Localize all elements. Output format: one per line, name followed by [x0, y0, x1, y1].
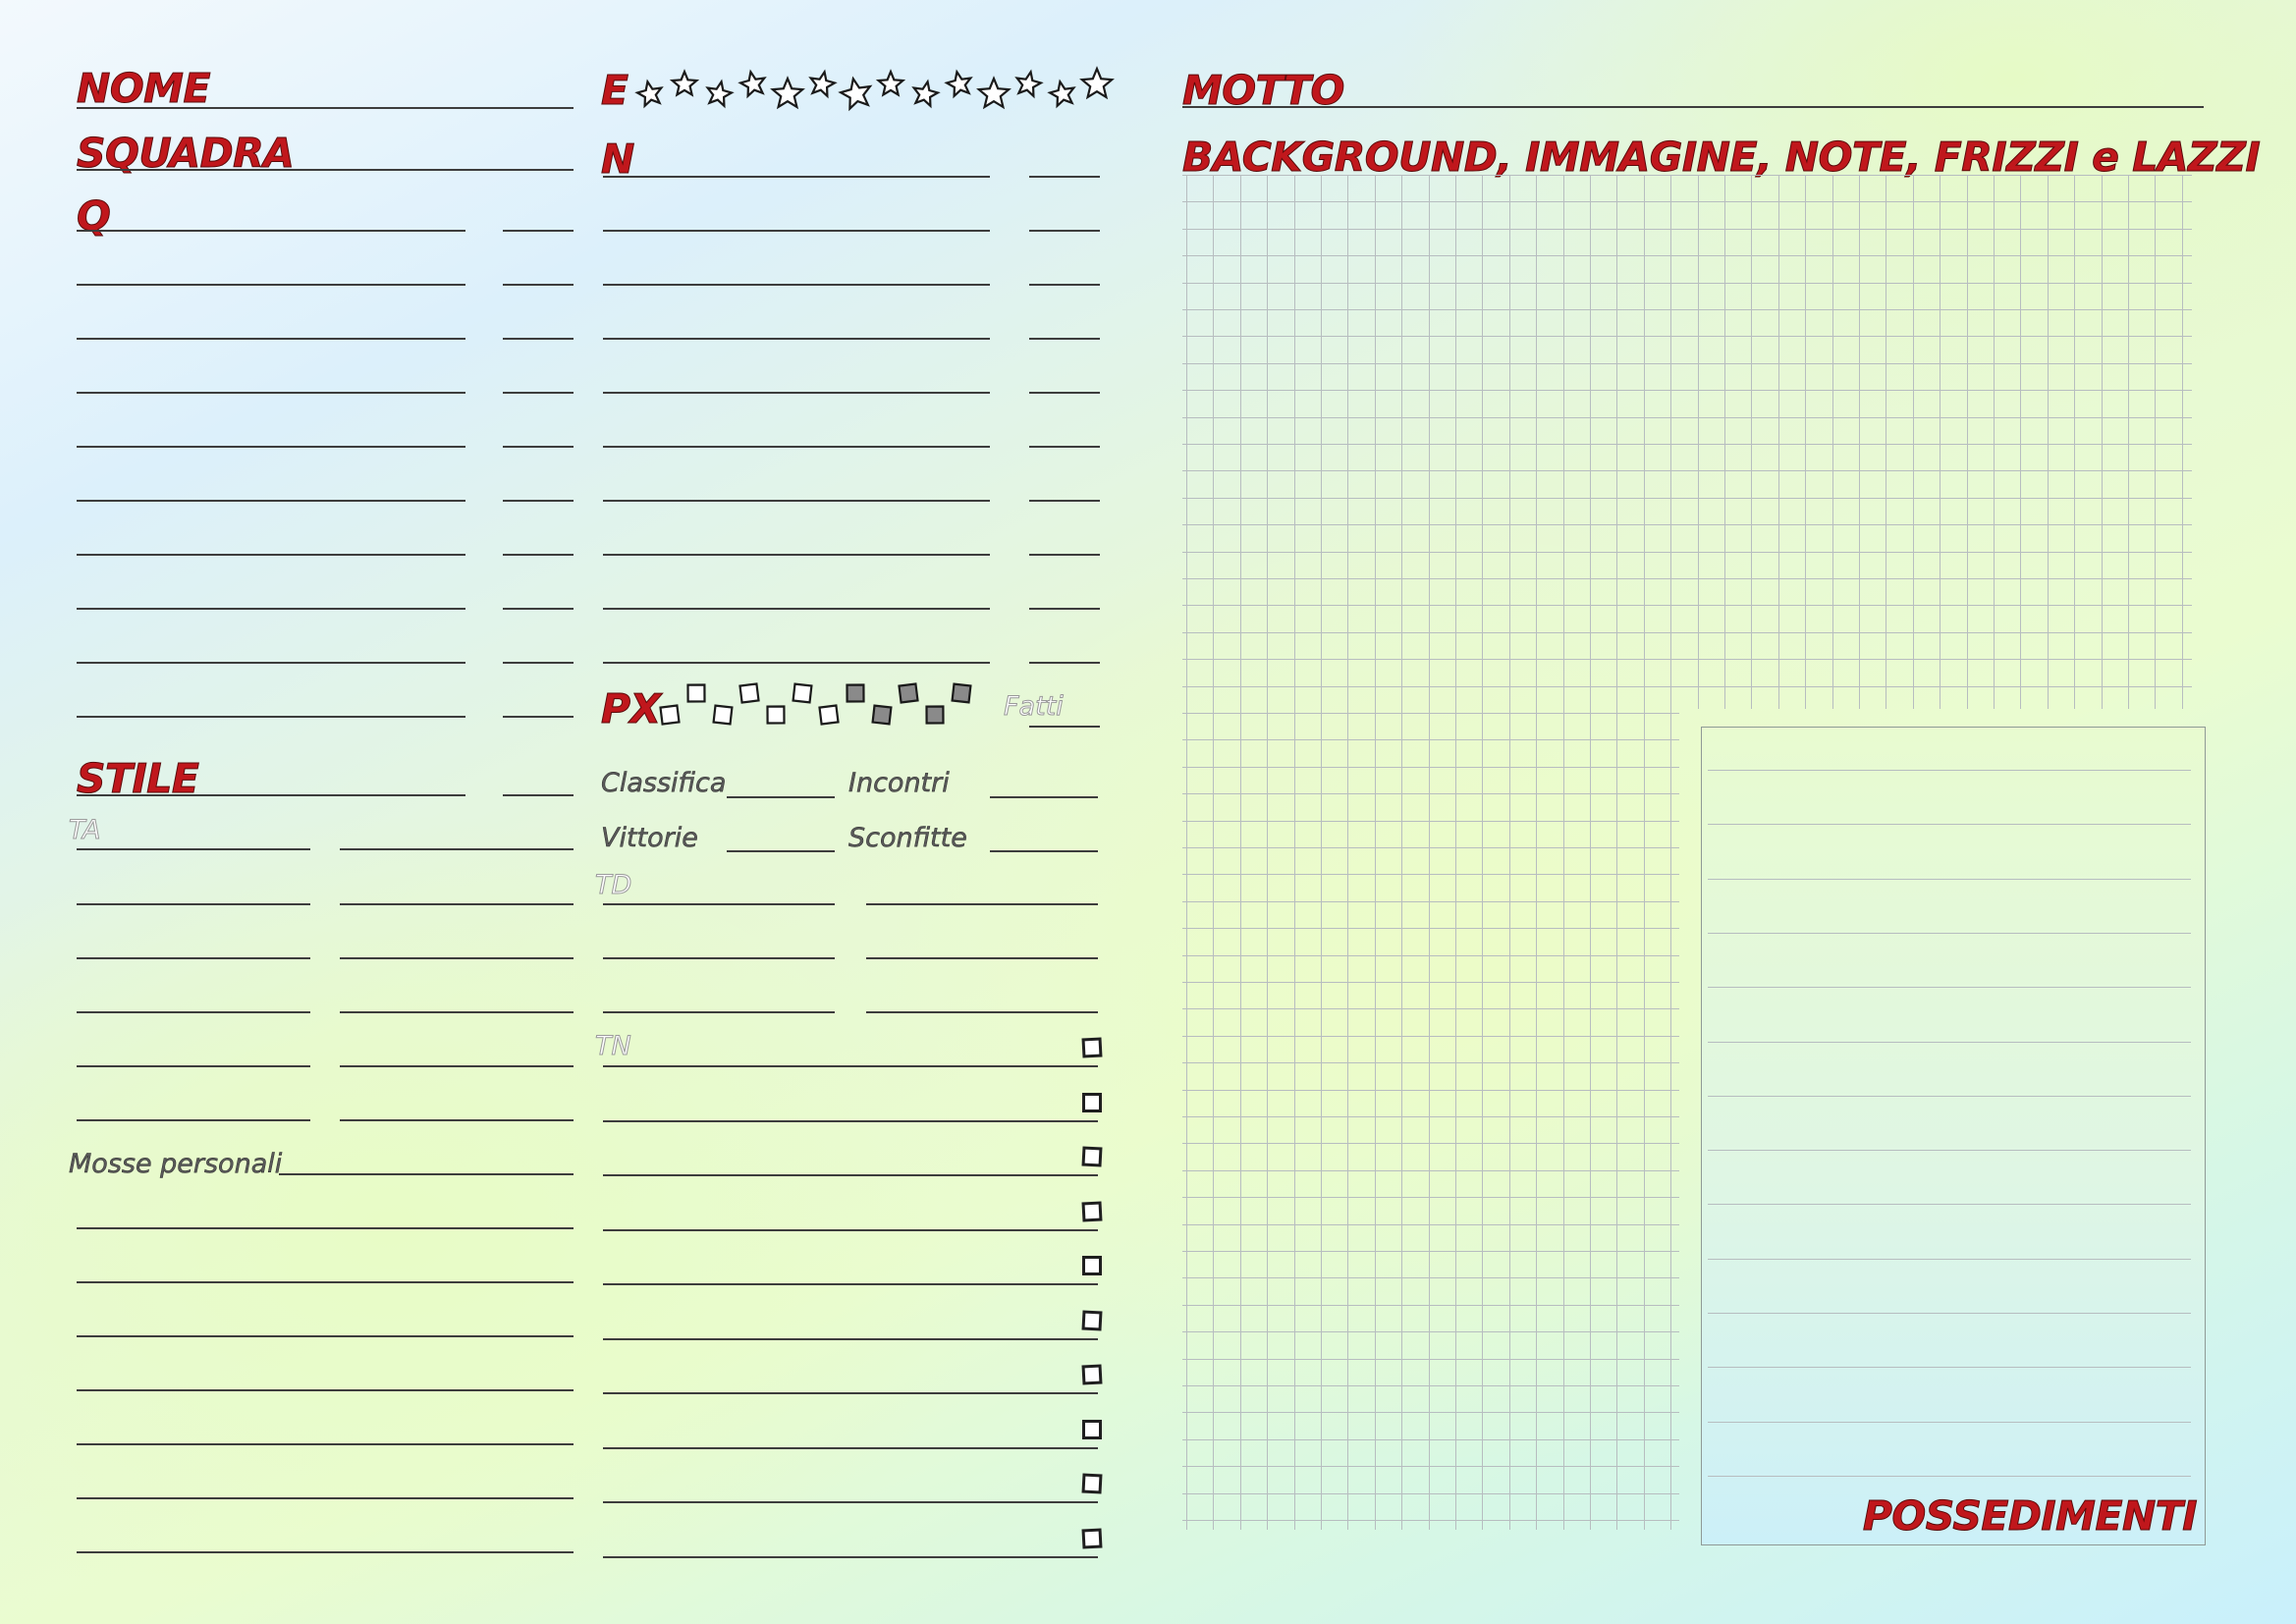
grid-row-line: [1182, 901, 1679, 902]
grid-row-line: [1182, 847, 1679, 848]
n-value-field[interactable]: [1029, 554, 1100, 556]
motto-label: MOTTO: [1182, 67, 1344, 114]
td-label: TD: [595, 870, 632, 900]
possedimenti-line[interactable]: [1708, 1150, 2191, 1151]
grid-row-line: [1182, 524, 2192, 525]
q-field[interactable]: [77, 446, 465, 448]
q-value-field[interactable]: [503, 608, 574, 610]
possedimenti-line[interactable]: [1708, 1042, 2191, 1043]
grid-column-line: [1994, 175, 1995, 709]
n-field[interactable]: [603, 230, 990, 232]
e-star-mark[interactable]: [1082, 69, 1112, 97]
mosse-personali-field[interactable]: [77, 1551, 574, 1553]
grid-row-line: [1182, 1520, 1679, 1521]
grid-column-line: [2182, 175, 2183, 709]
n-field[interactable]: [603, 338, 990, 340]
e-star-mark[interactable]: [637, 81, 661, 106]
px-box-mark[interactable]: [768, 707, 785, 724]
grid-row-line: [1182, 1277, 1679, 1278]
grid-column-line: [1832, 175, 1833, 709]
grid-row-line: [1182, 1116, 1679, 1117]
grid-column-line: [2155, 175, 2156, 709]
grid-row-line: [1182, 1305, 1679, 1306]
grid-row-line: [1182, 982, 1679, 983]
n-value-field[interactable]: [1029, 392, 1100, 394]
tn-checkbox[interactable]: [1082, 1093, 1102, 1112]
ta-field[interactable]: [77, 1011, 310, 1013]
td-field[interactable]: [866, 903, 1098, 905]
possedimenti-panel[interactable]: [1701, 727, 2206, 1545]
q-value-field[interactable]: [503, 662, 574, 664]
grid-row-line: [1182, 928, 1679, 929]
grid-row-line: [1182, 578, 2192, 579]
tn-field[interactable]: [603, 1065, 1098, 1067]
grid-row-line: [1182, 632, 2192, 633]
vittorie-label: Vittorie: [601, 823, 698, 853]
px-box-mark[interactable]: [714, 706, 733, 725]
grid-row-line: [1182, 1197, 1679, 1198]
classifica-label: Classifica: [601, 768, 727, 798]
vittorie-field[interactable]: [727, 850, 835, 852]
n-field[interactable]: [603, 392, 990, 394]
grid-column-line: [1913, 175, 1914, 709]
background-notes-label: BACKGROUND, IMMAGINE, NOTE, FRIZZI e LAZZI: [1182, 134, 2261, 181]
classifica-field[interactable]: [727, 796, 835, 798]
grid-column-line: [1859, 175, 1860, 709]
e-star-track: [632, 61, 1123, 120]
incontri-label: Incontri: [848, 768, 950, 798]
grid-column-line: [2128, 175, 2129, 709]
e-star-mark[interactable]: [773, 79, 802, 107]
mosse-personali-field[interactable]: [77, 1335, 574, 1337]
td-field[interactable]: [866, 1011, 1098, 1013]
grid-row-line: [1182, 552, 2192, 553]
possedimenti-line[interactable]: [1708, 1096, 2191, 1097]
grid-column-line: [1321, 175, 1322, 1530]
e-label: E: [601, 67, 629, 114]
grid-column-line: [2020, 175, 2021, 709]
tn-field[interactable]: [603, 1501, 1098, 1503]
e-star-mark[interactable]: [1050, 81, 1073, 106]
grid-row-line: [1182, 1036, 1679, 1037]
incontri-field[interactable]: [990, 796, 1098, 798]
grid-column-line: [1213, 175, 1214, 1530]
stile-label: STILE: [77, 755, 199, 802]
tn-field[interactable]: [603, 1556, 1098, 1558]
mosse-personali-field[interactable]: [77, 1227, 574, 1229]
grid-column-line: [1347, 175, 1348, 1530]
grid-column-line: [1482, 175, 1483, 1530]
tn-field[interactable]: [603, 1120, 1098, 1122]
grid-column-line: [1429, 175, 1430, 1530]
grid-row-line: [1182, 1331, 1679, 1332]
n-value-field[interactable]: [1029, 500, 1100, 502]
tn-checkbox[interactable]: [1081, 1310, 1102, 1330]
q-field[interactable]: [77, 284, 465, 286]
ta-field[interactable]: [77, 903, 310, 905]
n-field[interactable]: [603, 446, 990, 448]
tn-field[interactable]: [603, 1229, 1098, 1231]
mosse-personali-field[interactable]: [279, 1173, 574, 1175]
td-field[interactable]: [603, 1011, 835, 1013]
td-field[interactable]: [866, 957, 1098, 959]
n-field[interactable]: [603, 662, 990, 664]
grid-row-line: [1182, 1224, 1679, 1225]
grid-row-line: [1182, 605, 2192, 606]
q-value-field[interactable]: [503, 446, 574, 448]
q-field[interactable]: [77, 500, 465, 502]
n-field[interactable]: [603, 554, 990, 556]
tn-field[interactable]: [603, 1283, 1098, 1285]
grid-row-line: [1182, 767, 1679, 768]
grid-column-line: [1186, 175, 1187, 1530]
grid-row-line: [1182, 793, 1679, 794]
grid-column-line: [1455, 175, 1456, 1530]
possedimenti-line[interactable]: [1708, 987, 2191, 988]
tn-checkbox[interactable]: [1081, 1201, 1102, 1221]
grid-row-line: [1182, 175, 2192, 176]
grid-column-line: [2048, 175, 2049, 709]
q-field[interactable]: [77, 392, 465, 394]
tn-field[interactable]: [603, 1447, 1098, 1449]
q-field[interactable]: [77, 716, 465, 718]
grid-column-line: [1698, 175, 1699, 709]
ta-label: TA: [69, 815, 101, 845]
grid-row-line: [1182, 1385, 1679, 1386]
n-field[interactable]: [603, 284, 990, 286]
e-star-mark[interactable]: [979, 79, 1009, 107]
possedimenti-line[interactable]: [1708, 933, 2191, 934]
mosse-personali-field[interactable]: [77, 1497, 574, 1499]
grid-row-line: [1182, 821, 1679, 822]
mosse-personali-field[interactable]: [77, 1281, 574, 1283]
grid-column-line: [1294, 175, 1295, 1530]
e-star-mark[interactable]: [740, 72, 764, 96]
grid-column-line: [1375, 175, 1376, 1530]
ta-field[interactable]: [340, 1011, 574, 1013]
px-box-mark[interactable]: [688, 685, 705, 702]
n-value-field[interactable]: [1029, 338, 1100, 340]
grid-row-line: [1182, 1143, 1679, 1144]
n-label: N: [601, 135, 634, 183]
grid-column-line: [1240, 175, 1241, 1530]
grid-row-line: [1182, 390, 2192, 391]
n-value-field[interactable]: [1029, 284, 1100, 286]
grid-row-line: [1182, 659, 2192, 660]
possedimenti-line[interactable]: [1708, 1259, 2191, 1260]
grid-row-line: [1182, 417, 2192, 418]
grid-row-line: [1182, 1062, 1679, 1063]
grid-column-line: [1401, 175, 1402, 1530]
e-star-mark[interactable]: [914, 81, 938, 106]
tn-field[interactable]: [603, 1174, 1098, 1176]
grid-row-line: [1182, 1412, 1679, 1413]
ta-field[interactable]: [77, 1119, 310, 1121]
ta-field[interactable]: [340, 1065, 574, 1067]
tn-checkbox[interactable]: [1081, 1528, 1102, 1548]
grid-column-line: [1751, 175, 1752, 709]
nome-label: NOME: [77, 65, 210, 112]
motto-field[interactable]: [1182, 106, 2204, 108]
grid-row-line: [1182, 470, 2192, 471]
grid-column-line: [2074, 175, 2075, 709]
fatti-label: Fatti: [1004, 691, 1064, 722]
q-value-field[interactable]: [503, 230, 574, 232]
q-value-field[interactable]: [503, 392, 574, 394]
q-value-field[interactable]: [503, 554, 574, 556]
ta-field[interactable]: [340, 957, 574, 959]
fatti-field[interactable]: [1029, 726, 1100, 728]
grid-row-line: [1182, 309, 2192, 310]
tn-checkbox[interactable]: [1081, 1037, 1102, 1057]
stile-field[interactable]: [77, 794, 465, 796]
squadra-label: SQUADRA: [77, 130, 295, 177]
tn-label: TN: [595, 1031, 631, 1061]
q-field[interactable]: [77, 338, 465, 340]
grid-column-line: [1670, 175, 1671, 1530]
grid-column-line: [1940, 175, 1941, 709]
e-star-mark[interactable]: [879, 72, 903, 95]
px-box-mark[interactable]: [793, 684, 812, 703]
grid-column-line: [1967, 175, 1968, 709]
grid-column-line: [1267, 175, 1268, 1530]
px-box-mark[interactable]: [900, 684, 918, 703]
possedimenti-line[interactable]: [1708, 1476, 2191, 1477]
grid-row-line: [1182, 201, 2192, 202]
e-star-mark[interactable]: [708, 81, 732, 106]
grid-row-line: [1182, 1090, 1679, 1091]
grid-row-line: [1182, 1466, 1679, 1467]
grid-row-line: [1182, 1170, 1679, 1171]
e-star-mark[interactable]: [811, 72, 835, 96]
grid-row-line: [1182, 874, 1679, 875]
stile-value-field[interactable]: [503, 794, 574, 796]
tn-checkbox[interactable]: [1081, 1364, 1102, 1384]
n-value-field[interactable]: [1029, 662, 1100, 664]
ta-field[interactable]: [77, 957, 310, 959]
mosse-personali-field[interactable]: [77, 1389, 574, 1391]
q-field[interactable]: [77, 608, 465, 610]
e-star-mark[interactable]: [1017, 72, 1041, 96]
possedimenti-line[interactable]: [1708, 879, 2191, 880]
grid-row-line: [1182, 1359, 1679, 1360]
grid-column-line: [1644, 175, 1645, 1530]
grid-column-line: [1616, 175, 1617, 1530]
grid-row-line: [1182, 955, 1679, 956]
px-box-mark[interactable]: [953, 684, 971, 703]
squadra-field[interactable]: [77, 169, 574, 171]
nome-field[interactable]: [77, 107, 574, 109]
sconfitte-field[interactable]: [990, 850, 1098, 852]
mosse-personali-label: Mosse personali: [69, 1149, 283, 1179]
grid-row-line: [1182, 336, 2192, 337]
ta-field[interactable]: [340, 848, 574, 850]
grid-column-line: [1536, 175, 1537, 1530]
e-star-mark[interactable]: [841, 79, 870, 108]
grid-row-line: [1182, 713, 1679, 714]
e-star-mark[interactable]: [947, 72, 970, 96]
grid-row-line: [1182, 686, 2192, 687]
ta-field[interactable]: [77, 848, 310, 850]
possedimenti-line[interactable]: [1708, 824, 2191, 825]
ta-field[interactable]: [340, 903, 574, 905]
grid-row-line: [1182, 739, 1679, 740]
q-value-field[interactable]: [503, 338, 574, 340]
grid-column-line: [1509, 175, 1510, 1530]
grid-column-line: [1724, 175, 1725, 709]
grid-row-line: [1182, 498, 2192, 499]
grid-column-line: [1778, 175, 1779, 709]
q-value-field[interactable]: [503, 500, 574, 502]
q-label: Q: [77, 192, 111, 240]
possedimenti-label: POSSEDIMENTI: [1862, 1492, 2197, 1540]
td-field[interactable]: [603, 903, 835, 905]
tn-field[interactable]: [603, 1338, 1098, 1340]
px-box-mark[interactable]: [661, 706, 680, 725]
grid-column-line: [1563, 175, 1564, 1530]
n-field[interactable]: [603, 608, 990, 610]
grid-row-line: [1182, 444, 2192, 445]
grid-row-line: [1182, 363, 2192, 364]
px-box-mark[interactable]: [820, 706, 839, 725]
n-value-field[interactable]: [1029, 176, 1100, 178]
grid-row-line: [1182, 1493, 1679, 1494]
tn-checkbox[interactable]: [1081, 1473, 1102, 1493]
grid-row-line: [1182, 255, 2192, 256]
tn-checkbox[interactable]: [1082, 1420, 1102, 1439]
grid-column-line: [2102, 175, 2103, 709]
ta-field[interactable]: [340, 1119, 574, 1121]
possedimenti-line[interactable]: [1708, 1204, 2191, 1205]
n-value-field[interactable]: [1029, 446, 1100, 448]
grid-row-line: [1182, 1008, 1679, 1009]
q-value-field[interactable]: [503, 284, 574, 286]
possedimenti-line[interactable]: [1708, 770, 2191, 771]
n-field[interactable]: [603, 500, 990, 502]
tn-checkbox[interactable]: [1082, 1256, 1102, 1275]
px-label: PX: [601, 685, 661, 732]
mosse-personali-field[interactable]: [77, 1443, 574, 1445]
grid-column-line: [1590, 175, 1591, 1530]
n-value-field[interactable]: [1029, 608, 1100, 610]
n-value-field[interactable]: [1029, 230, 1100, 232]
grid-row-line: [1182, 229, 2192, 230]
px-box-track: [650, 677, 1004, 736]
grid-row-line: [1182, 1251, 1679, 1252]
px-box-mark[interactable]: [927, 707, 944, 724]
e-star-mark[interactable]: [673, 72, 697, 95]
possedimenti-line[interactable]: [1708, 1422, 2191, 1423]
q-field[interactable]: [77, 662, 465, 664]
sconfitte-label: Sconfitte: [848, 823, 967, 853]
grid-row-line: [1182, 283, 2192, 284]
q-field[interactable]: [77, 554, 465, 556]
possedimenti-line[interactable]: [1708, 1367, 2191, 1368]
td-field[interactable]: [603, 957, 835, 959]
tn-checkbox[interactable]: [1081, 1146, 1102, 1166]
n-field[interactable]: [603, 176, 990, 178]
q-value-field[interactable]: [503, 716, 574, 718]
px-box-mark[interactable]: [740, 684, 759, 703]
possedimenti-line[interactable]: [1708, 1313, 2191, 1314]
grid-row-line: [1182, 1439, 1679, 1440]
grid-column-line: [1805, 175, 1806, 709]
px-box-mark[interactable]: [873, 706, 892, 725]
ta-field[interactable]: [77, 1065, 310, 1067]
px-box-mark[interactable]: [847, 685, 864, 702]
tn-field[interactable]: [603, 1392, 1098, 1394]
q-field[interactable]: [77, 230, 465, 232]
